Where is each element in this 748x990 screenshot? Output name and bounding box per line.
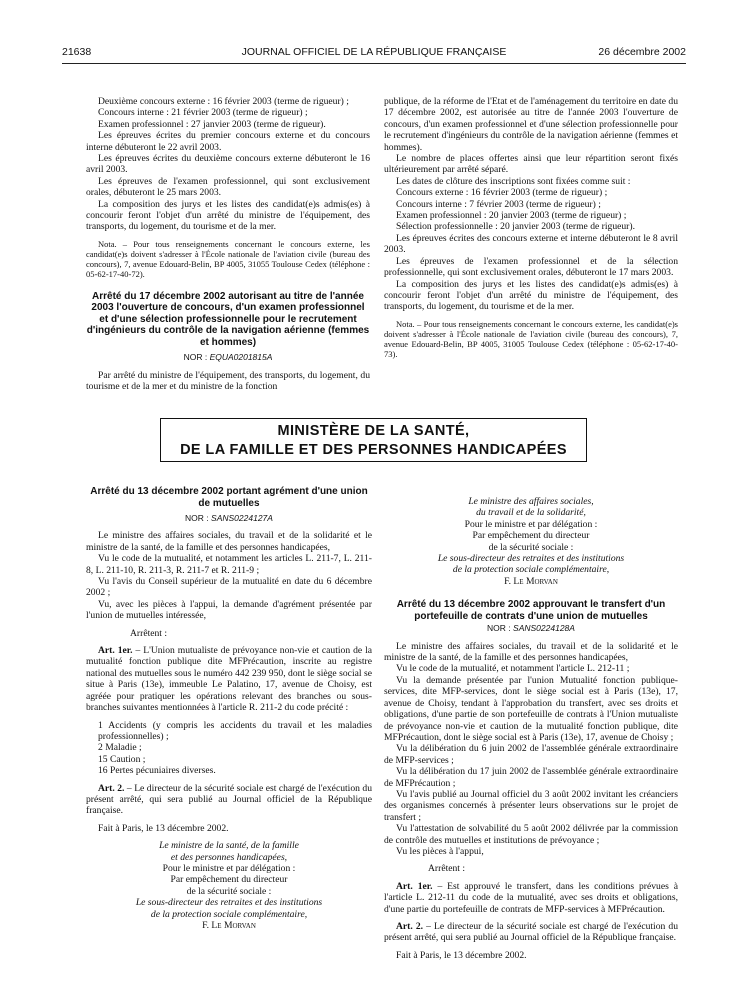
article-text: – Le directeur de la sécurité sociale est chargé de l'exécution du présent arrêté, qui sera publié au Journal officiel de la République française. xyxy=(86,782,372,817)
nor-label: NOR : xyxy=(183,352,208,363)
signature-line: de la sécurité sociale : xyxy=(186,885,272,897)
signature-block xyxy=(384,496,678,587)
arretent: Arrêtent : xyxy=(130,627,168,639)
paragraph: Vu le code de la mutualité, et notamment l'article L. 212-11 ; xyxy=(396,663,630,675)
paragraph: La composition des jurys et les listes des candidat(e)s admis(es) à concourir feront l'objet d'un arrêté du ministre de l'équipement, des transports, du logement, du tourisme et de la mer. xyxy=(86,198,370,233)
column-2 xyxy=(384,96,678,359)
arrete-title: Arrêté du 17 décembre 2002 autorisant au titre de l'année 2003 l'ouverture de concours, d'un examen professionnel et d'une sélection professionnelle pour le recrutement d'ingénieurs du contrôle de la navigation aérienne (femmes et hommes) xyxy=(86,290,370,348)
nor-line xyxy=(86,352,370,363)
paragraph: Les épreuves de l'examen professionnel, qui sont exclusivement orales, débuteront le 25 mars 2003. xyxy=(86,175,370,199)
signature-line: Le ministre des affaires sociales, xyxy=(468,496,594,507)
nota: Nota. – Pour tous renseignements concernant le concours externe, les candidat(e)s doivent s'adresser à l'École nationale de l'aviation civile (bureau des concours), 7, avenue Edouard-Belin, BP 4005, 31005 Toulouse Cedex (téléphone : 05-62-17-40-73). xyxy=(384,318,678,359)
paragraph: Les épreuves écrites des concours externe et interne débuteront le 8 avril 2003. xyxy=(384,232,678,256)
signature-line: Le sous-directeur des retraites et des institutions xyxy=(135,897,323,909)
date-line: Concours interne : 7 février 2003 (terme de rigueur) ; xyxy=(396,198,601,210)
paragraph: Vu la délibération du 17 juin 2002 de l'assemblée générale extraordinaire de MFPrécaution ; xyxy=(384,766,678,789)
date-line: Deuxième concours externe : 16 février 2003 (terme de rigueur) ; xyxy=(98,96,349,107)
signature-block xyxy=(86,840,372,931)
paragraph: publique, de la réforme de l'Etat et de l'aménagement du territoire en date du 17 décembre 2002, est autorisée au titre de l'année 2003 l'ouverture de concours, d'un examen professionnel et d'une sélection professionnelle pour le recrutement d'ingénieurs du contrôle de la navigation aérienne (femmes et hommes). xyxy=(384,96,678,153)
nor-line xyxy=(384,623,678,634)
paragraph: Vu la demande présentée par l'union Mutualité fonction publique-services, dite MFP-services, dont le siège social est à Paris (13e), 17, avenue de Choisy, tendant à l'approbation du transfert, avec ses droits et obligations, d'une partie de son portefeuille de contrats à l'Union mutualiste de prévoyance non-vie et caution de la mutualité fonction publique, dite MFPrécaution, dont le siège social est à Paris (13e), 17, avenue de Choisy ; xyxy=(384,674,678,743)
list-item: 15 Caution ; xyxy=(98,753,146,765)
date-line: Sélection professionnelle : 20 janvier 2003 (terme de rigueur). xyxy=(396,221,635,233)
ministry-heading xyxy=(160,418,587,462)
paragraph: Les épreuves de l'examen professionnel et de la sélection professionnelle, qui sont exclusivement orales, débuteront le 17 mars 2003. xyxy=(384,255,678,279)
page-number: 21638 xyxy=(62,46,92,58)
fait-a-paris: Fait à Paris, le 13 décembre 2002. xyxy=(396,949,527,961)
paragraph: Vu le code de la mutualité, et notamment les articles L. 211-7, L. 211-8, L. 211-10, R. 211-3, R. 211-7 et R. 211-9 ; xyxy=(86,553,372,576)
nor-code: SANS0224128A xyxy=(513,623,575,634)
paragraph: Le ministre des affaires sociales, du travail et de la solidarité et le ministre de la santé, de la famille et des personnes handicapées, xyxy=(384,640,678,664)
article-1 xyxy=(384,881,678,915)
column-3 xyxy=(86,486,372,931)
paragraph: Le ministre des affaires sociales, du travail et de la solidarité et le ministre de la santé, de la famille et des personnes handicapées, xyxy=(86,530,372,553)
branch-list xyxy=(86,720,372,777)
paragraph: Vu, avec les pièces à l'appui, la demande d'agrément présentée par l'union de mutuelles intéressée, xyxy=(86,598,372,622)
fait-a-paris: Fait à Paris, le 13 décembre 2002. xyxy=(98,822,229,834)
paragraph: La composition des jurys et les listes des candidat(e)s admis(es) à concourir feront l'objet d'un arrêté du ministre de l'équipement, des transports, du logement, du tourisme et de la mer. xyxy=(384,278,678,313)
signature-line: Pour le ministre et par délégation : xyxy=(464,518,598,530)
paragraph: Le nombre de places offertes ainsi que leur répartition seront fixés ultérieurement par arrêté séparé. xyxy=(384,153,678,176)
nor-label: NOR : xyxy=(185,513,209,523)
journal-title: JOURNAL OFFICIEL DE LA RÉPUBLIQUE FRANÇAISE xyxy=(241,46,507,58)
list-item: 1 Accidents (y compris les accidents du travail et les maladies professionnelles) ; xyxy=(98,719,372,742)
nota: Nota. – Pour tous renseignements concernant le concours externe, les candidat(e)s doivent s'adresser à l'École nationale de l'aviation civile (bureau des concours), 7, avenue Edouard-Belin, BP 4005, 31055 Toulouse Cedex (téléphone : 05-62-17-40-72). xyxy=(86,238,370,279)
signature-line: de la sécurité sociale : xyxy=(488,541,574,553)
column-1 xyxy=(86,96,370,393)
signature-line: et des personnes handicapées, xyxy=(170,851,288,863)
date-line: Examen professionnel : 27 janvier 2003 (terme de rigueur). xyxy=(98,118,326,130)
issue-date: 26 décembre 2002 xyxy=(598,46,686,58)
paragraph: Par arrêté du ministre de l'équipement, des transports, du logement, du tourisme et de la mer et du ministre de la fonction xyxy=(86,369,370,393)
paragraph: Les dates de clôture des inscriptions sont fixées comme suit : xyxy=(396,175,631,187)
signature-line: de la protection sociale complémentaire, xyxy=(452,564,610,576)
signature-line: Le ministre de la santé, de la famille xyxy=(159,840,299,852)
arrete-title: Arrêté du 13 décembre 2002 portant agrément d'une union de mutuelles xyxy=(90,486,368,509)
date-line: Examen professionnel : 20 janvier 2003 (terme de rigueur) ; xyxy=(396,210,627,222)
article-text: – Est approuvé le transfert, dans les conditions prévues à l'article L. 212-11 du code de la mutualité, avec ses droits et obligations, d'une partie du portefeuille de contrats de MFP-services à MFPrécaution. xyxy=(384,880,678,915)
signatory-name: F. Le Morvan xyxy=(202,920,256,931)
paragraph: Vu la délibération du 6 juin 2002 de l'assemblée générale extraordinaire de MFP-services ; xyxy=(384,743,678,766)
paragraph: Les épreuves écrites du deuxième concours externe débuteront le 16 avril 2003. xyxy=(86,153,370,176)
date-line: Concours externe : 16 février 2003 (terme de rigueur) ; xyxy=(396,187,608,199)
article-label: Art. 1er. xyxy=(98,645,133,657)
paragraph: Vu l'avis du Conseil supérieur de la mutualité en date du 6 décembre 2002 ; xyxy=(86,576,372,599)
article-2 xyxy=(384,921,678,944)
nor-code: EQUA0201815A xyxy=(209,352,273,363)
article-label: Art. 2. xyxy=(98,782,125,794)
paragraph: Vu les pièces à l'appui, xyxy=(396,845,484,857)
date-line: Concours interne : 21 février 2003 (terme de rigueur) ; xyxy=(98,107,308,119)
arretent: Arrêtent : xyxy=(428,863,466,875)
page-header xyxy=(62,46,686,62)
article-label: Art. 1er. xyxy=(396,880,433,892)
ministry-line-1: MINISTÈRE DE LA SANTÉ, xyxy=(277,423,470,439)
article-text: – Le directeur de la sécurité sociale est chargé de l'exécution du présent arrêté, qui sera publié au Journal officiel de la République française. xyxy=(384,921,678,944)
list-item: 16 Pertes pécuniaires diverses. xyxy=(98,765,216,777)
ministry-line-2: DE LA FAMILLE ET DES PERSONNES HANDICAPÉES xyxy=(180,442,567,458)
paragraph: Vu l'avis publié au Journal officiel du 3 août 2002 invitant les créanciers des organismes concernés à présenter leurs observations sur le projet de transfert ; xyxy=(384,788,678,823)
signature-line: Le sous-directeur des retraites et des institutions xyxy=(437,553,625,565)
nor-line xyxy=(86,513,372,524)
signature-line: de la protection sociale complémentaire, xyxy=(150,908,308,920)
header-rule xyxy=(62,63,686,64)
column-4 xyxy=(384,496,678,961)
signature-line: du travail et de la solidarité, xyxy=(476,507,586,519)
article-2 xyxy=(86,783,372,817)
article-1 xyxy=(86,645,372,713)
list-item: 2 Maladie ; xyxy=(98,742,142,754)
signatory-name: F. Le Morvan xyxy=(504,575,558,587)
nor-code: SANS0224127A xyxy=(211,513,273,523)
paragraph: Les épreuves écrites du premier concours externe et du concours interne débuteront le 22 avril 2003. xyxy=(86,130,370,153)
arrete-title: Arrêté du 13 décembre 2002 approuvant le transfert d'un portefeuille de contrats d'une union de mutuelles xyxy=(396,599,666,622)
article-label: Art. 2. xyxy=(396,921,424,932)
signature-line: Pour le ministre et par délégation : xyxy=(162,862,296,874)
nor-label: NOR : xyxy=(487,623,511,634)
article-text: – L'Union mutualiste de prévoyance non-vie et caution de la mutualité fonction publique dite MFPrécaution, inscrite au registre national des mutuelles sous le numéro 442 239 950, dont le siège social se situe à Paris (13e), immeuble Le Palatino, 17, avenue de Choisy, est agréée pour pratiquer les opérations relevant des branches ou sous-branches suivantes mentionnées à l'article R. 211-2 du code précité : xyxy=(86,645,372,714)
paragraph: Vu l'attestation de solvabilité du 5 août 2002 délivrée par la commission de contrôle des mutuelles et institutions de prévoyance ; xyxy=(384,823,678,846)
signature-line: Par empêchement du directeur xyxy=(170,874,288,886)
signature-line: Par empêchement du directeur xyxy=(472,530,590,542)
